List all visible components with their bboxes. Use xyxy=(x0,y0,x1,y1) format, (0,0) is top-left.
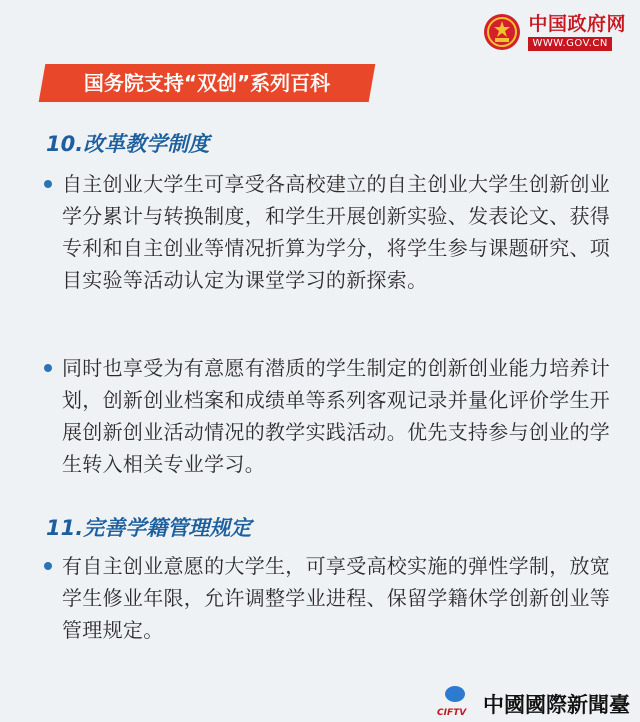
bullet-dot-icon xyxy=(44,364,52,372)
section-title-10: 10.改革教学制度 xyxy=(46,132,210,156)
cnr-mark xyxy=(437,686,477,718)
section-title-11: 11.完善学籍管理规定 xyxy=(46,516,252,540)
bullet-text: 同时也享受为有意愿有潜质的学生制定的创新创业能力培养计划，创新创业档案和成绩单等系列客观记录并量化评价学生开展创新创业活动情况的教学实践活动。优先支持参与创业的学生转入相关专业学习。 xyxy=(62,356,611,476)
list-item xyxy=(44,168,624,296)
list-item xyxy=(44,352,624,480)
cnr-sub-label: CIFTV xyxy=(437,708,467,718)
gov-site-url: WWW.GOV.CN xyxy=(528,37,611,51)
gov-logo[interactable] xyxy=(482,10,626,54)
banner-title: 国务院支持“双创”系列百科 xyxy=(83,71,331,95)
bullet-dot-icon xyxy=(44,562,52,570)
gov-text xyxy=(528,13,626,51)
cnr-name: 中國國際新聞臺 xyxy=(483,693,630,717)
bullet-dot-icon xyxy=(44,180,52,188)
globe-icon xyxy=(445,686,465,702)
national-emblem-icon xyxy=(482,12,522,52)
bullet-text: 有自主创业意愿的大学生，可享受高校实施的弹性学制，放宽学生修业年限，允许调整学业进程、保留学籍休学创新创业等管理规定。 xyxy=(62,554,611,642)
bullet-text: 自主创业大学生可享受各高校建立的自主创业大学生创新创业学分累计与转换制度，和学生开展创新实验、发表论文、获得专利和自主创业等情况折算为学分，将学生参与课题研究、项目实验等活动认定为课堂学习的新探索。 xyxy=(62,172,611,292)
list-item xyxy=(44,550,624,646)
cnr-logo[interactable] xyxy=(437,686,630,718)
gov-site-name: 中国政府网 xyxy=(528,13,626,35)
series-banner xyxy=(42,64,372,102)
